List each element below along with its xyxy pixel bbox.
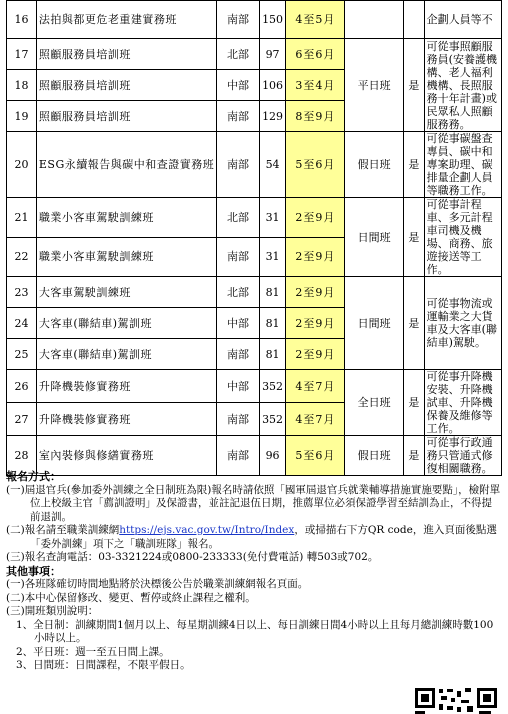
row-number: 24 [7, 308, 37, 339]
course-hours: 352 [259, 403, 286, 436]
course-region: 南部 [217, 339, 259, 370]
row-number: 20 [7, 132, 37, 198]
career-note: 可從事升降機安裝、升降機試車、升降機保養及維修等工作。 [424, 370, 501, 436]
course-region: 北部 [217, 277, 259, 308]
period-text: 2至9月 [295, 285, 336, 299]
subsidy: 是 [404, 370, 425, 436]
class-type [345, 1, 404, 39]
course-region: 北部 [217, 198, 259, 238]
course-name: 大客車(聯結車)駕訓班 [36, 339, 216, 370]
class-type: 假日班 [345, 132, 404, 198]
course-region: 中部 [217, 308, 259, 339]
period-text: 2至9月 [295, 210, 336, 224]
other-item: (二)本中心保留修改、變更、暫停或終止課程之權利。 [6, 591, 256, 604]
table-row [7, 198, 502, 238]
row-number: 28 [7, 436, 37, 476]
period-text: 4至7月 [295, 379, 336, 393]
course-region: 南部 [217, 403, 259, 436]
course-hours: 31 [259, 198, 286, 238]
class-type: 平日班 [345, 39, 404, 132]
course-period [286, 308, 345, 339]
class-type: 日間班 [345, 198, 404, 277]
course-period [286, 70, 345, 101]
registration-item: (一)屆退官兵(參加委外訓練之全日制班為限)報名時請依照「國軍屆退官兵就業輔導措施實施要點」，檢附單位上校級主官「薦訓證明」及保證書，並註記退伍日期，推薦單位必須保證學習至結訓為止，不得提前退訓。 [6, 483, 501, 523]
course-table [6, 0, 502, 476]
registration-item: (三)報名查詢電話：03-3321224或0800-233333(免付費電話) 轉503或702。 [6, 551, 379, 563]
other-item: (一)各班隊確切時間地點將於決標後公告於職業訓練網報名頁面。 [6, 578, 309, 590]
course-hours: 352 [259, 370, 286, 403]
row-number: 16 [7, 1, 37, 39]
table-row [7, 1, 502, 39]
course-region: 南部 [217, 1, 259, 39]
course-region: 中部 [217, 70, 259, 101]
course-period [286, 39, 345, 70]
subsidy: 是 [404, 277, 425, 370]
course-name: 室內裝修與修繕實務班 [36, 436, 216, 476]
course-region: 南部 [217, 132, 259, 198]
course-name: 照顧服務員培訓班 [36, 101, 216, 132]
class-type: 全日班 [345, 370, 404, 436]
subsidy [404, 1, 425, 39]
row-number: 18 [7, 70, 37, 101]
registration-item [6, 524, 502, 551]
course-region: 南部 [217, 436, 259, 476]
course-hours: 81 [259, 339, 286, 370]
course-period [286, 277, 345, 308]
course-hours: 31 [259, 237, 286, 277]
career-note: 企劃人員等不 [424, 1, 501, 39]
course-region: 南部 [217, 101, 259, 132]
row-number: 26 [7, 370, 37, 403]
period-text: 5至6月 [295, 449, 336, 462]
row-number: 19 [7, 101, 37, 132]
period-text: 6至6月 [295, 47, 336, 61]
class-type: 假日班 [345, 436, 404, 476]
other-item: (三)開班類別說明： [6, 605, 99, 617]
career-note: 可從事計程車、多元計程車司機及機場、商務、旅遊接送等工作。 [424, 198, 501, 277]
period-text: 2至9月 [295, 316, 336, 330]
career-note: 可從事碳盤查專員、碳中和專案助理、碳排量企劃人員等職務工作。 [424, 132, 501, 198]
course-period [286, 132, 345, 198]
table-row [7, 277, 502, 308]
registration-text: ，或掃描右下方QR code，進入頁面後點選「委外訓練」項下之「職訓班隊」報名。 [30, 524, 497, 550]
course-name: 升降機裝修實務班 [36, 403, 216, 436]
course-name: 職業小客車駕駛訓練班 [36, 198, 216, 238]
course-region: 中部 [217, 370, 259, 403]
subsidy: 是 [404, 198, 425, 277]
course-period [286, 237, 345, 277]
career-note: 可從事物流或運輸業之大貨車及大客車(聯結車)駕駛。 [424, 277, 501, 370]
career-note: 可從事行政通務只管通式修復相關職務。 [424, 436, 501, 476]
table-row [7, 370, 502, 403]
course-period [286, 198, 345, 238]
course-hours: 54 [259, 132, 286, 198]
course-name: ESG永續報告與碳中和查證實務班 [36, 132, 216, 198]
class-type-item: 2、平日班：週一至五日間上課。 [16, 645, 170, 658]
course-name: 職業小客車駕駛訓練班 [36, 237, 216, 277]
course-region: 南部 [217, 237, 259, 277]
course-period [286, 403, 345, 436]
subsidy: 是 [404, 436, 425, 476]
other-heading: 其他事項： [6, 564, 61, 578]
period-text: 3至4月 [295, 78, 336, 92]
course-hours: 97 [259, 39, 286, 70]
career-note: 可從事照顧服務員(安養護機構、老人福利機構、長照服務十年計畫)或民眾私人照顧服務務。 [424, 39, 501, 132]
qr-code[interactable] [413, 686, 499, 714]
period-text: 2至9月 [295, 250, 336, 264]
period-text: 2至9月 [295, 347, 336, 361]
registration-text: (二)報名請至職業訓練網 [6, 524, 120, 536]
notes-section [6, 470, 502, 673]
period-text: 5至6月 [295, 158, 336, 171]
row-number: 27 [7, 403, 37, 436]
class-type-item: 1、全日制：訓練期間1個月以上、每星期訓練4日以上、每日訓練日間4小時以上且每月總訓練時數100小時以上。 [16, 618, 494, 644]
row-number: 21 [7, 198, 37, 238]
course-region: 北部 [217, 39, 259, 70]
period-text: 4至5月 [295, 13, 336, 26]
period-text: 8至9月 [295, 109, 336, 123]
course-name: 照顧服務員培訓班 [36, 39, 216, 70]
table-row [7, 39, 502, 70]
row-number: 22 [7, 237, 37, 277]
course-hours: 81 [259, 277, 286, 308]
row-number: 23 [7, 277, 37, 308]
registration-link[interactable]: https://ejs.vac.gov.tw/Intro/Index [119, 524, 295, 536]
subsidy: 是 [404, 132, 425, 198]
course-name: 大客車駕駛訓練班 [36, 277, 216, 308]
row-number: 25 [7, 339, 37, 370]
course-period [286, 339, 345, 370]
class-type: 日間班 [345, 277, 404, 370]
course-hours: 129 [259, 101, 286, 132]
subsidy: 是 [404, 39, 425, 132]
course-period [286, 1, 345, 39]
course-hours: 150 [259, 1, 286, 39]
course-name: 升降機裝修實務班 [36, 370, 216, 403]
course-name: 法拍與都更危老重建實務班 [36, 1, 216, 39]
course-name: 照顧服務員培訓班 [36, 70, 216, 101]
course-period [286, 101, 345, 132]
course-hours: 96 [259, 436, 286, 476]
row-number: 17 [7, 39, 37, 70]
class-type-item: 3、日間班：日間課程，不限平假日。 [16, 659, 191, 671]
course-period [286, 370, 345, 403]
period-text: 4至7月 [295, 412, 336, 426]
course-name: 大客車(聯結車)駕訓班 [36, 308, 216, 339]
registration-heading: 報名方式： [6, 470, 61, 483]
course-hours: 106 [259, 70, 286, 101]
table-row [7, 132, 502, 198]
course-hours: 81 [259, 308, 286, 339]
